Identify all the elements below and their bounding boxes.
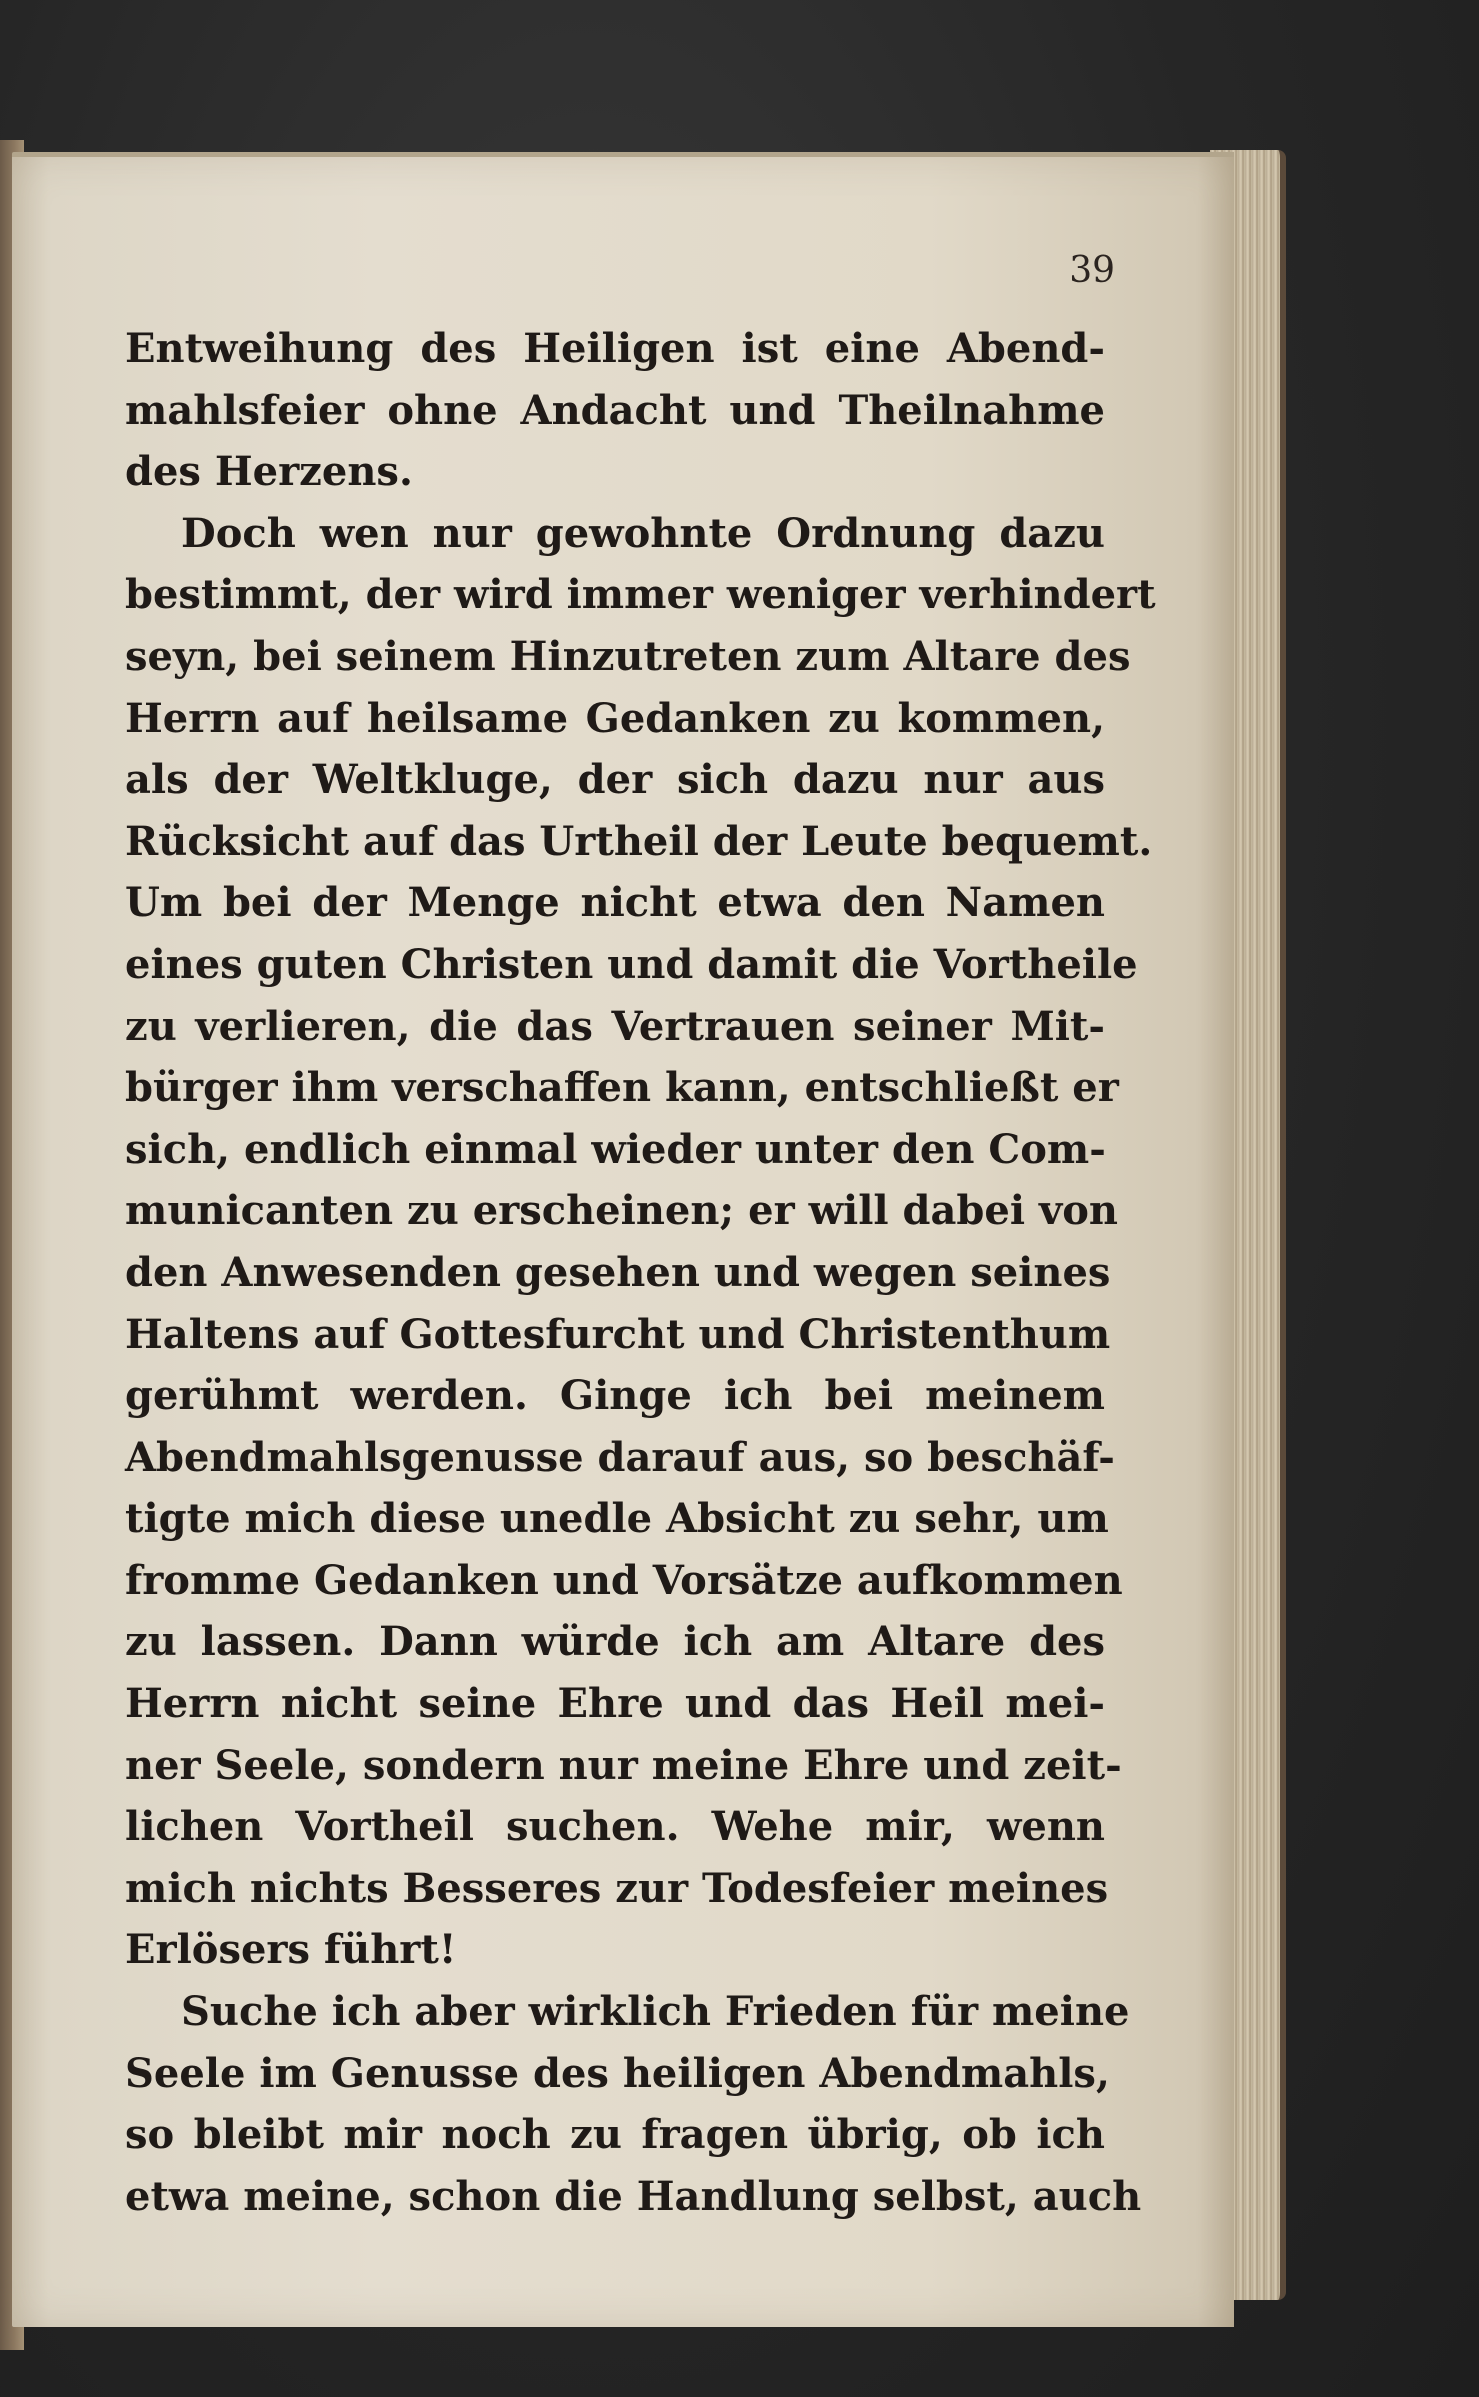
text-line: etwa meine, schon die Handlung selbst, auch: [125, 2172, 1142, 2220]
text-line: so bleibt mir noch zu fragen übrig, ob ich: [125, 2111, 1105, 2159]
text-line: gerühmt werden. Ginge ich bei meinem: [125, 1372, 1105, 1420]
text-line: municanten zu erscheinen; er will dabei von: [125, 1187, 1118, 1235]
text-line: bürger ihm verschaffen kann, entschließt er: [125, 1064, 1119, 1112]
text-line: Abendmahlsgenusse darauf aus, so beschäf-: [125, 1433, 1115, 1481]
text-line: zu lassen. Dann würde ich am Altare des: [125, 1618, 1105, 1666]
text-line: als der Weltkluge, der sich dazu nur aus: [125, 756, 1105, 804]
text-line: Seele im Genusse des heiligen Abendmahls,: [125, 2049, 1110, 2097]
body-text: [125, 318, 1156, 2227]
text-line: Haltens auf Gottesfurcht und Christenthum: [125, 1310, 1111, 1358]
text-line: Rücksicht auf das Urtheil der Leute bequemt.: [125, 817, 1153, 865]
text-line: seyn, bei seinem Hinzutreten zum Altare des: [125, 632, 1131, 680]
text-line: sich, endlich einmal wieder unter den Com-: [125, 1125, 1106, 1173]
text-line: lichen Vortheil suchen. Wehe mir, wenn: [125, 1803, 1105, 1851]
text-line: eines guten Christen und damit die Vortheile: [125, 940, 1138, 988]
text-line: Herrn nicht seine Ehre und das Heil mei-: [125, 1680, 1105, 1728]
text-line: mahlsfeier ohne Andacht und Theilnahme: [125, 386, 1105, 434]
text-line: fromme Gedanken und Vorsätze aufkommen: [125, 1556, 1123, 1604]
text-line: den Anwesenden gesehen und wegen seines: [125, 1248, 1111, 1296]
text-line: Erlösers führt!: [125, 1926, 457, 1974]
text-line: Suche ich aber wirklich Frieden für meine: [181, 1988, 1130, 2036]
text-line: Um bei der Menge nicht etwa den Namen: [125, 879, 1105, 927]
text-line: tigte mich diese unedle Absicht zu sehr, um: [125, 1495, 1109, 1543]
text-line: mich nichts Besseres zur Todesfeier meines: [125, 1864, 1109, 1912]
text-line: ner Seele, sondern nur meine Ehre und zeit-: [125, 1741, 1122, 1789]
text-line: bestimmt, der wird immer weniger verhindert: [125, 571, 1156, 619]
text-line: Doch wen nur gewohnte Ordnung dazu: [181, 509, 1105, 557]
text-line: des Herzens.: [125, 448, 413, 496]
page-number: 39: [1069, 250, 1115, 291]
text-line: zu verlieren, die das Vertrauen seiner Mit-: [125, 1002, 1105, 1050]
text-line: Herrn auf heilsame Gedanken zu kommen,: [125, 694, 1105, 742]
text-line: Entweihung des Heiligen ist eine Abend-: [125, 325, 1105, 372]
